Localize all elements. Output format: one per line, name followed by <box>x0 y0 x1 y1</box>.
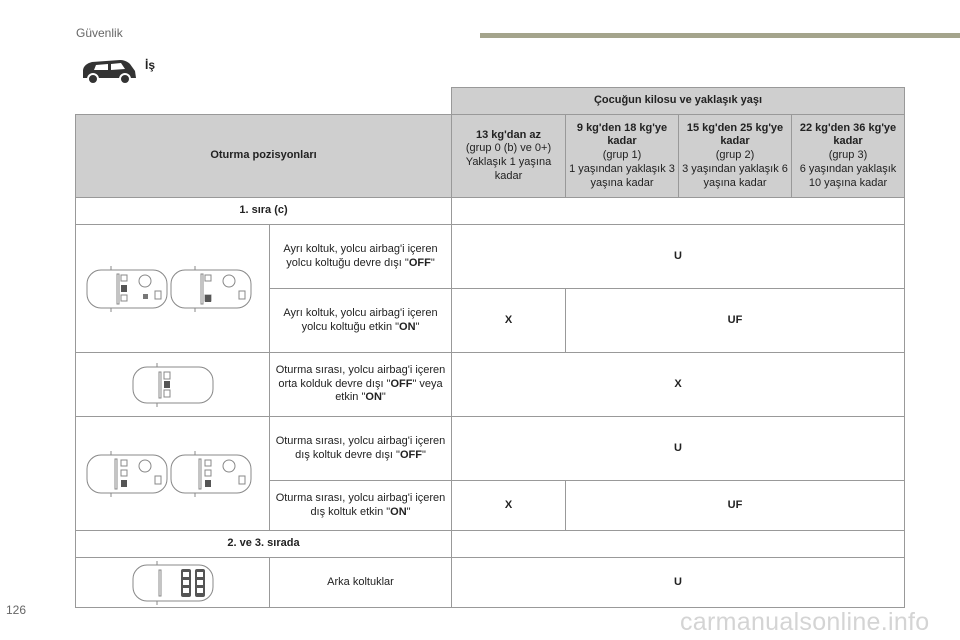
row-4-value: U <box>452 558 905 608</box>
row-label-text: Ayrı koltuk, yolcu airbag'i içeren yolcu koltuğu devre dışı " <box>283 242 438 269</box>
row-label-text: " <box>406 505 411 518</box>
group-subtitle: (grup 0 (b) ve 0+) <box>465 142 552 155</box>
row-2-label <box>270 353 452 417</box>
row-3b-label <box>270 481 452 531</box>
group-age: 6 yaşından yaklaşık 10 yaşına kadar <box>799 162 897 189</box>
watermark: carmanualsonline.info <box>680 608 930 636</box>
row-label-text: " <box>421 448 426 461</box>
row-1b-label <box>270 289 452 353</box>
seat-positions-header: Oturma pozisyonları <box>76 115 452 198</box>
row-3a-value: U <box>452 417 905 481</box>
bench-middle-diagram <box>76 353 270 417</box>
table-corner <box>76 88 452 115</box>
group-title: 22 kg'den 36 kg'ye kadar <box>799 121 897 148</box>
row-label-text: Oturma sırası, yolcu airbag'i içeren dış koltuk devre dışı " <box>275 434 446 461</box>
group-title: 9 kg'den 18 kg'ye kadar <box>576 121 668 148</box>
page-number: 126 <box>6 603 27 617</box>
child-seat-table <box>75 87 905 608</box>
section-row-2-empty <box>452 531 905 558</box>
row-4-label: Arka koltuklar <box>270 558 452 608</box>
section-row-1-empty <box>452 198 905 225</box>
group-subtitle: (grup 2) <box>715 149 755 162</box>
row-3a-label <box>270 417 452 481</box>
group-1-header <box>566 115 679 198</box>
group-subtitle: (grup 3) <box>828 149 868 162</box>
section-title: Güvenlik <box>76 26 123 40</box>
separate-seat-diagram <box>76 225 270 353</box>
row-2-value: X <box>452 353 905 417</box>
row-label-text: Oturma sırası, yolcu airbag'i içeren dış koltuk etkin " <box>275 491 446 518</box>
bench-outer-diagram <box>76 417 270 531</box>
row-label-text: Oturma sırası, yolcu airbag'i içeren orta kolduk devre dışı " <box>275 363 446 390</box>
group-subtitle: (grup 1) <box>602 149 642 162</box>
airbag-state: OFF <box>408 256 431 269</box>
group-age: 3 yaşından yaklaşık 6 yaşına kadar <box>682 162 788 189</box>
row-label-text: " <box>430 256 435 269</box>
airbag-state: ON <box>390 505 407 518</box>
airbag-state: ON <box>365 391 382 404</box>
van-icon <box>80 58 138 86</box>
vehicle-label: İş <box>145 58 156 72</box>
group-3-header <box>792 115 905 198</box>
row-label-text: " <box>415 320 420 333</box>
rear-seats-diagram <box>76 558 270 608</box>
group-age: Yaklaşık 1 yaşına kadar <box>465 156 552 182</box>
row-1b-value-2: UF <box>566 289 905 353</box>
group-title: 15 kg'den 25 kg'ye kadar <box>686 121 784 148</box>
airbag-state: ON <box>399 320 416 333</box>
row-1a-value: U <box>452 225 905 289</box>
group-2-header <box>679 115 792 198</box>
row-label-text: " <box>381 391 386 404</box>
section-row-1: 1. sıra (c) <box>76 198 452 225</box>
header-rule <box>480 33 960 38</box>
row-3b-value-2: UF <box>566 481 905 531</box>
row-label-text: " veya etkin " <box>335 377 443 404</box>
airbag-state: OFF <box>399 448 422 461</box>
weight-age-header: Çocuğun kilosu ve yaklaşık yaşı <box>452 88 905 115</box>
group-title: 13 kg'dan az <box>476 128 541 141</box>
row-1b-value-1: X <box>452 289 566 353</box>
row-label-text: Ayrı koltuk, yolcu airbag'i içeren yolcu koltuğu etkin " <box>283 306 438 333</box>
row-3b-value-1: X <box>452 481 566 531</box>
row-1a-label <box>270 225 452 289</box>
group-0-header <box>452 115 566 198</box>
section-row-2: 2. ve 3. sırada <box>76 531 452 558</box>
group-age: 1 yaşından yaklaşık 3 yaşına kadar <box>569 162 675 189</box>
airbag-state: OFF <box>390 377 413 390</box>
